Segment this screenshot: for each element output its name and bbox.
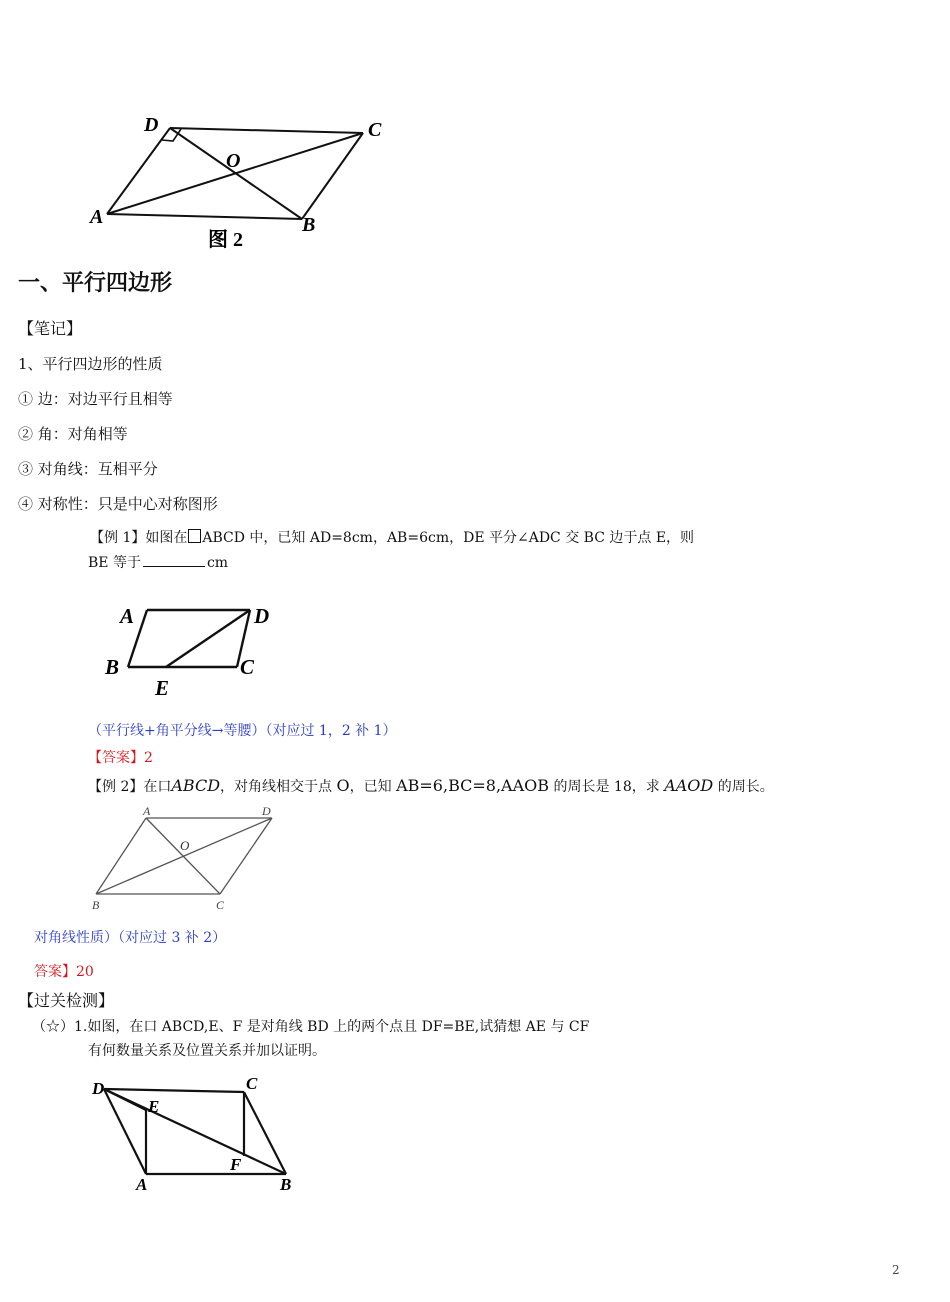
ex1-label-a: A <box>120 604 135 628</box>
q1-side-ad <box>104 1089 146 1174</box>
page-number: 2 <box>892 1263 900 1277</box>
q1-label-f: F <box>230 1155 242 1174</box>
q1-side-cb <box>244 1092 286 1174</box>
ex2-label-b: B <box>92 898 100 912</box>
example2-tag: 【例 2】 <box>88 779 144 795</box>
q1-label-d: D <box>92 1079 105 1098</box>
q1-side-dc <box>104 1089 244 1092</box>
q1-label-e: E <box>148 1097 160 1116</box>
example2-line <box>88 776 774 796</box>
section-title: 一、平行四边形 <box>18 271 173 296</box>
notes-heading: 【笔记】 <box>18 319 83 338</box>
ex2-label-a: A <box>143 804 151 818</box>
fig1-label-b: B <box>302 214 316 236</box>
fig1-label-c: C <box>368 119 382 141</box>
q1-label-c: C <box>246 1074 258 1093</box>
example1-line2-prefix: BE 等于 <box>88 555 141 571</box>
example2-mid3: 的周长是 18，求 <box>549 779 665 795</box>
figure-example2 <box>88 802 288 914</box>
q1-label-a: A <box>136 1175 148 1194</box>
example2-mid1: ，对角线相交于点 <box>220 779 337 795</box>
example2-abcd: ABCD <box>171 776 221 795</box>
example1-answer-value: 2 <box>144 750 153 766</box>
example2-o: O <box>336 776 350 795</box>
example1-text: 如图在 <box>145 530 188 546</box>
ex1-segment-de <box>166 610 250 667</box>
property-angles: ② 角：对角相等 <box>18 425 128 443</box>
notes-item-title: 1、平行四边形的性质 <box>18 355 163 373</box>
checkpoint-heading: 【过关检测】 <box>18 991 115 1010</box>
ex1-label-e: E <box>155 676 170 700</box>
example2-answer <box>34 961 94 981</box>
example1-line1 <box>90 527 694 547</box>
example2-hint: 对角线性质）（对应过 3 补 2） <box>34 930 227 946</box>
ex2-label-d: D <box>262 804 271 818</box>
fig1-side-cb <box>302 133 363 219</box>
answer-blank <box>143 553 205 567</box>
example1-hint: （平行线+角平分线→等腰）（对应过 1，2 补 1） <box>88 723 397 739</box>
fig1-side-ba <box>107 214 302 219</box>
property-sides: ① 边：对边平行且相等 <box>18 390 173 408</box>
figure-example1 <box>100 600 320 700</box>
fig1-label-a: A <box>90 206 104 228</box>
question1-line1: （☆）1.如图，在口 ABCD,E、F 是对角线 BD 上的两个点且 DF=BE,试猜想 AE 与 CF <box>32 1019 590 1035</box>
parallelogram-symbol <box>188 529 201 543</box>
example1-answer-tag: 【答案】 <box>88 750 144 766</box>
figure-question1 <box>88 1072 308 1197</box>
ex1-label-d: D <box>254 604 270 628</box>
example1-tag: 【例 1】 <box>90 530 146 546</box>
ex2-label-o: O <box>180 838 190 853</box>
example1-text2: ABCD 中，已知 AD=8cm，AB=6cm，DE 平分∠ADC 交 BC 边于点 E，则 <box>202 530 695 546</box>
example2-pre: 在口 <box>143 779 172 795</box>
example2-answer-tag: 答案】 <box>34 964 76 980</box>
fig1-label-d: D <box>144 114 159 136</box>
fig1-caption: 图 2 <box>208 229 243 251</box>
fig1-side-dc <box>170 128 363 133</box>
example2-end: 的周长。 <box>713 779 774 795</box>
fig1-side-ad <box>107 128 170 214</box>
fig1-label-o: O <box>226 150 241 172</box>
ex1-label-c: C <box>240 655 255 679</box>
example2-answer-value: 20 <box>76 964 94 980</box>
ex1-label-b: B <box>105 655 120 679</box>
example1-line2-suffix: cm <box>206 555 229 571</box>
example2-mid2: ，已知 <box>349 779 397 795</box>
example2-aaod: AAOD <box>664 776 714 795</box>
ex2-label-c: C <box>216 898 225 912</box>
figure-parallelogram-abcd <box>80 105 400 255</box>
example2-given: AB=6,BC=8,AAOB <box>396 776 550 795</box>
property-diagonals: ③ 对角线：互相平分 <box>18 460 158 478</box>
property-symmetry: ④ 对称性：只是中心对称图形 <box>18 495 218 513</box>
example1-line2 <box>88 552 228 572</box>
question1-line2: 有何数量关系及位置关系并加以证明。 <box>88 1043 326 1059</box>
example1-answer <box>88 747 153 767</box>
q1-label-b: B <box>280 1175 292 1194</box>
fig1-diagonal-db <box>170 128 302 219</box>
